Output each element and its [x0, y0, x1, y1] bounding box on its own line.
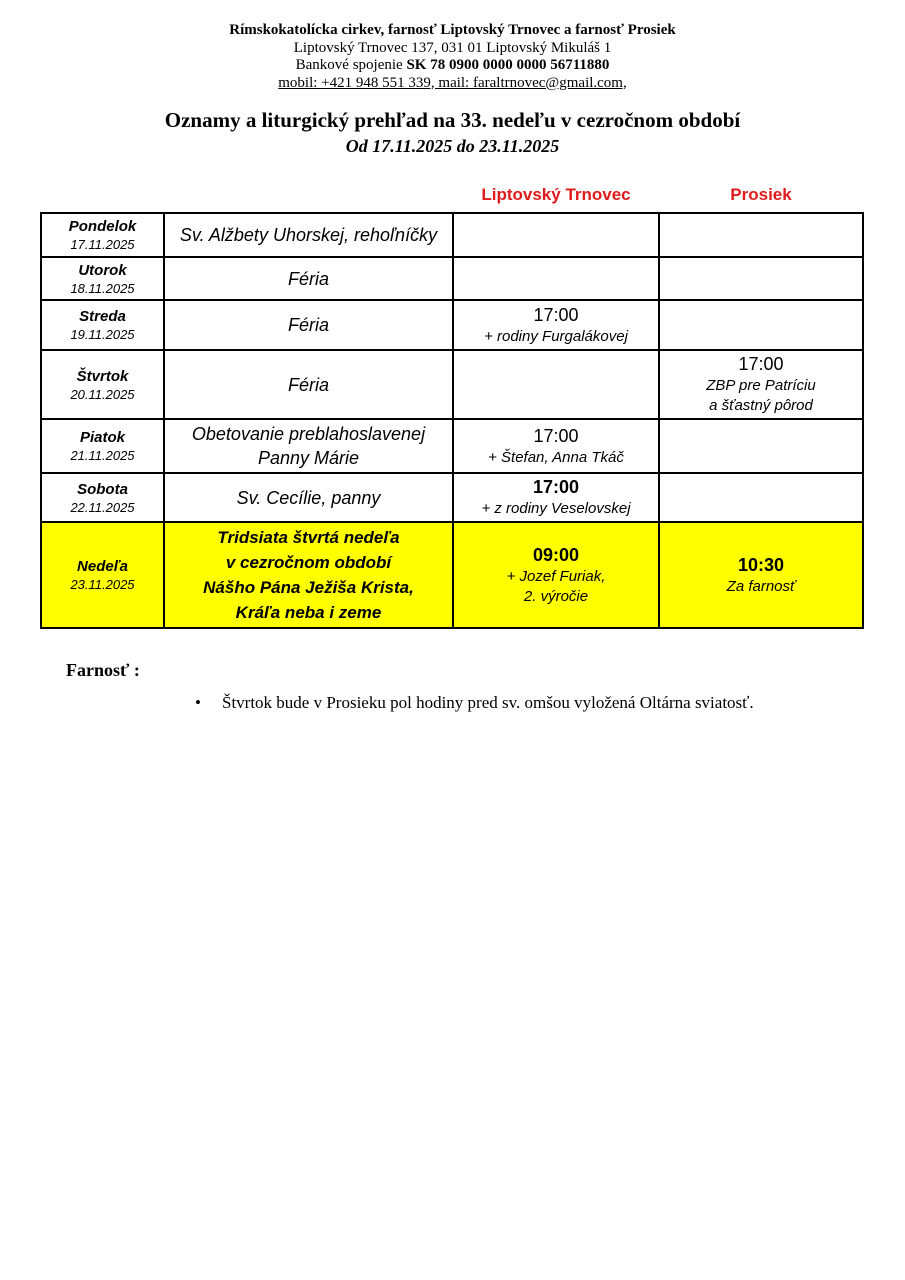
day-date: 22.11.2025 — [70, 499, 135, 515]
announcement-item — [195, 690, 801, 716]
feast-line: Kráľa neba i zeme — [235, 603, 382, 622]
feast-cell — [164, 300, 453, 350]
day-cell — [41, 419, 164, 473]
liturgical-schedule-table — [40, 185, 864, 629]
mass-intention: + Štefan, Anna Tkáč — [488, 448, 624, 466]
letterhead — [0, 0, 905, 92]
mass-time: 17:00 — [532, 477, 580, 497]
mass-intention: a šťastný pôrod — [709, 397, 813, 414]
day-name: Streda — [79, 308, 126, 325]
column-header-prosiek: Prosiek — [730, 185, 792, 204]
schedule-row — [41, 473, 863, 522]
feast-line: Féria — [287, 315, 329, 335]
contact-link[interactable]: mobil: +421 948 551 339, mail: faraltrnovec@gmail.com, — [278, 74, 627, 91]
day-cell — [41, 350, 164, 419]
day-date: 20.11.2025 — [70, 386, 135, 402]
prosiek-cell — [659, 350, 863, 419]
mass-intention: 2. výročie — [523, 587, 589, 605]
column-header-trnovec: Liptovský Trnovec — [481, 185, 631, 204]
day-name: Pondelok — [68, 218, 137, 235]
day-cell — [41, 300, 164, 350]
mass-time: 17:00 — [738, 354, 784, 374]
feast-cell — [164, 419, 453, 473]
day-cell — [41, 522, 164, 628]
feast-line: Féria — [287, 268, 329, 289]
feast-line: Panny Márie — [257, 448, 360, 468]
feast-line: Sv. Alžbety Uhorskej, rehoľníčky — [179, 225, 438, 245]
bank-account-number: SK 78 0900 0000 0000 56711880 — [406, 57, 610, 73]
prosiek-cell — [659, 300, 863, 350]
prosiek-cell — [659, 522, 863, 628]
feast-line: Tridsiata štvrtá nedeľa — [217, 528, 400, 547]
schedule-row — [41, 522, 863, 628]
feast-cell — [164, 350, 453, 419]
announcement-text: Štvrtok bude v Prosieku pol hodiny pred sv. omšou vyložená Oltárna sviatosť. — [222, 693, 754, 712]
day-cell — [41, 213, 164, 257]
mass-intention: + rodiny Furgalákovej — [484, 327, 628, 345]
church-address: Liptovský Trnovec 137, 031 01 Liptovský Mikuláš 1 — [293, 39, 612, 56]
prosiek-cell — [659, 419, 863, 473]
schedule-row — [41, 350, 863, 419]
trnovec-cell — [453, 522, 659, 628]
feast-line: Obetovanie preblahoslavenej — [191, 424, 426, 444]
feast-line: Nášho Pána Ježiša Krista, — [203, 578, 414, 597]
day-name: Utorok — [78, 261, 127, 279]
day-name: Nedeľa — [77, 558, 128, 575]
schedule-column-headers — [41, 185, 863, 213]
trnovec-cell — [453, 419, 659, 473]
schedule-row — [41, 213, 863, 257]
empty-header-day — [41, 185, 164, 213]
page-subtitle: Od 17.11.2025 do 23.11.2025 — [345, 136, 560, 156]
feast-cell — [164, 213, 453, 257]
schedule-row — [41, 419, 863, 473]
feast-cell — [164, 522, 453, 628]
day-name: Sobota — [77, 480, 128, 498]
schedule-row — [41, 257, 863, 300]
day-date: 17.11.2025 — [70, 237, 135, 252]
day-date: 19.11.2025 — [70, 327, 135, 342]
day-cell — [41, 473, 164, 522]
bank-label: Bankové spojenie — [295, 57, 407, 73]
feast-line: v cezročnom období — [225, 553, 392, 572]
day-date: 18.11.2025 — [70, 280, 135, 296]
mass-time: 09:00 — [532, 544, 580, 565]
mass-intention: + Jozef Furiak, — [506, 567, 606, 585]
trnovec-cell — [453, 213, 659, 257]
feast-cell — [164, 473, 453, 522]
day-date: 21.11.2025 — [70, 448, 135, 463]
page-title: Oznamy a liturgický prehľad na 33. nedeľu v cezročnom období — [164, 108, 741, 132]
trnovec-cell — [453, 473, 659, 522]
trnovec-cell — [453, 350, 659, 419]
feast-line: Sv. Cecílie, panny — [236, 487, 381, 508]
mass-time: 10:30 — [737, 554, 785, 575]
day-date: 23.11.2025 — [70, 577, 135, 592]
trnovec-cell — [453, 300, 659, 350]
mass-time: 17:00 — [533, 425, 579, 446]
day-name: Piatok — [79, 429, 125, 446]
prosiek-cell — [659, 257, 863, 300]
day-cell — [41, 257, 164, 300]
mass-time: 17:00 — [533, 304, 579, 325]
schedule-row — [41, 300, 863, 350]
bullet-icon: • — [195, 693, 201, 712]
bank-line — [0, 57, 905, 75]
empty-header-feast — [164, 185, 453, 213]
feast-line: Féria — [287, 374, 329, 395]
schedule-body — [41, 213, 863, 628]
church-name: Rímskokatolícka cirkev, farnosť Liptovský Trnovec a farnosť Prosiek — [229, 22, 676, 38]
prosiek-cell — [659, 473, 863, 522]
mass-intention: + z rodiny Veselovskej — [481, 500, 631, 517]
feast-cell — [164, 257, 453, 300]
mass-intention: ZBP pre Patríciu — [706, 377, 816, 394]
prosiek-cell — [659, 213, 863, 257]
farnost-heading: Farnosť : — [66, 660, 140, 680]
day-name: Štvrtok — [76, 367, 129, 385]
trnovec-cell — [453, 257, 659, 300]
mass-intention: Za farnosť — [726, 577, 796, 595]
